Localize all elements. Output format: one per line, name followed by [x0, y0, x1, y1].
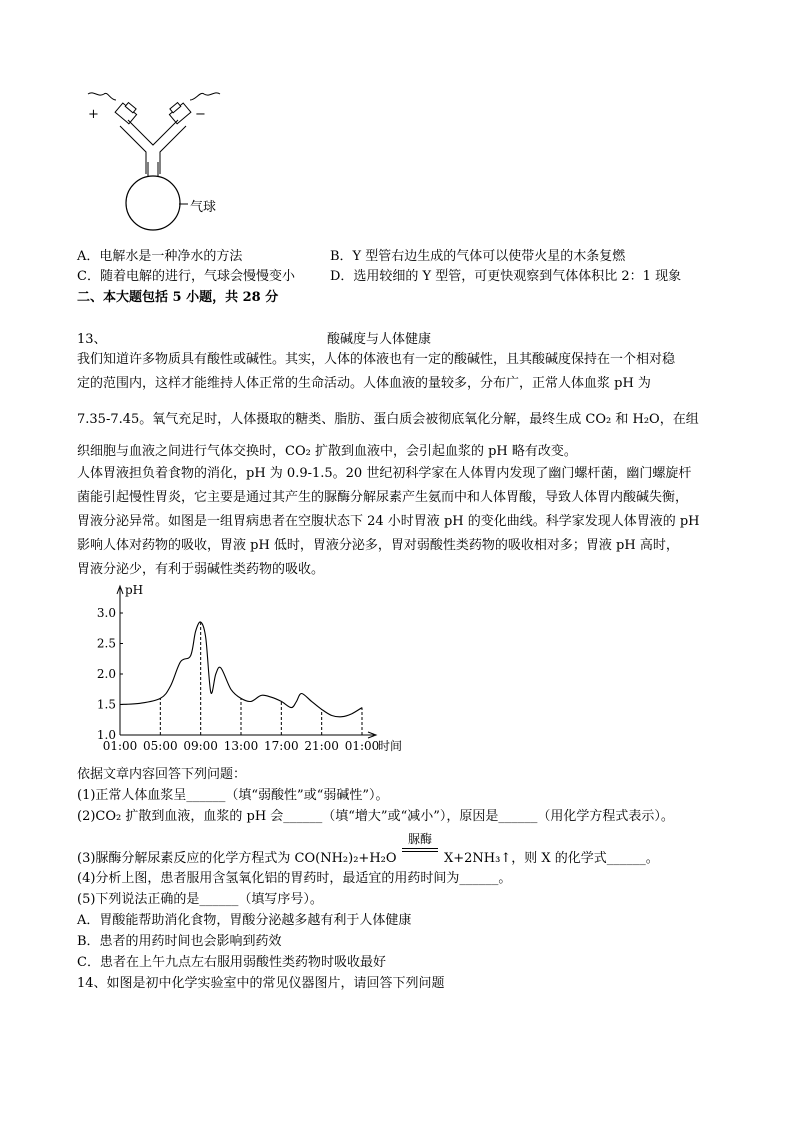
electrolysis-apparatus-diagram	[80, 88, 230, 238]
questions-intro: 依据文章内容回答下列问题：	[77, 767, 247, 782]
x-tick-label: 21:00	[304, 739, 339, 753]
y-axis-label: pH	[125, 583, 144, 597]
paragraph-line: 人体胃液担负着食物的消化，pH 为 0.9-1.5。20 世纪初科学家在人体胃内发现了幽门螺杆菌，幽门螺旋杆	[77, 466, 692, 481]
q13-number: 13、	[77, 332, 107, 347]
question-5: (5)下列说法正确的是______（填写序号）。	[77, 892, 323, 907]
paragraph-line: 织细胞与血液之间进行气体交换时，CO₂ 扩散到血液中，会引起血浆的 pH 略有改变。	[77, 444, 577, 459]
q13-title: 酸碱度与人体健康	[327, 332, 432, 347]
x-tick-label: 01:00	[102, 739, 138, 753]
q13-questions	[77, 764, 717, 827]
question-4: (4)分析上图，患者服用含氢氧化铝的胃药时，最适宜的用药时间为______。	[77, 871, 512, 886]
question-3-suffix: X+2NH₃↑，则 X 的化学式______。	[444, 851, 659, 866]
q13-option-a: A．胃酸能帮助消化食物，胃酸分泌越多越有利于人体健康	[77, 913, 412, 928]
y-tick-label: 1.5	[96, 697, 116, 712]
q12-option-c: C．随着电解的进行，气球会慢慢变小	[77, 269, 295, 284]
x-tick-label: 09:00	[183, 739, 218, 753]
y-tick-label: 2.0	[96, 667, 116, 681]
paragraph-line: 影响人体对药物的吸收，胃液 pH 低时，胃液分泌多，胃对弱酸性类药物的吸收相对多；胃液 pH 高时，	[77, 538, 679, 553]
paragraph-line: 胃液分泌少，有利于弱碱性类药物的吸收。	[77, 562, 325, 577]
q13-option-b: B．患者的用药时间也会影响到药效	[77, 934, 282, 949]
paragraph-line: 定的范围内，这样才能维持人体正常的生命活动。人体血液的量较多，分布广，正常人体血浆 pH 为	[77, 376, 651, 391]
question-3-prefix: (3)脲酶分解尿素反应的化学方程式为 CO(NH₂)₂+H₂O	[77, 851, 397, 866]
question-1: (1)正常人体血浆呈______（填“弱酸性”或“弱碱性”）。	[77, 788, 389, 803]
x-axis-label: 时间	[378, 739, 403, 753]
y-tick-label: 3.0	[96, 606, 116, 620]
x-tick-label: 05:00	[143, 739, 178, 753]
balloon-label: 气球	[190, 200, 217, 215]
gastric-ph-chart	[90, 580, 420, 760]
question-14: 14、如图是初中化学实验室中的常见仪器图片，请回答下列问题	[77, 976, 445, 991]
q13-more-questions	[77, 868, 717, 994]
plus-sign: +	[88, 107, 99, 122]
x-tick-label: 13:00	[223, 739, 259, 753]
paragraph-line: 菌能引起慢性胃炎，它主要是通过其产生的脲酶分解尿素产生氨而中和人体胃酸，导致人体胃内酸碱失衡，	[77, 490, 689, 505]
paragraph-line: 我们知道许多物质具有酸性或碱性。其实，人体的体液也有一定的酸碱性，且其酸碱度保持在一个相对稳	[77, 352, 676, 367]
minus-sign: −	[195, 107, 206, 122]
y-tick-label: 1.0	[96, 728, 116, 742]
q12-option-d: D．选用较细的 Y 型管，可更快观察到气体体积比 2：1 现象	[330, 269, 682, 284]
q13-paragraph-1	[77, 348, 717, 464]
catalyst-label: 脲酶	[407, 832, 432, 846]
x-tick-label: 01:00	[344, 739, 380, 753]
paragraph-line: 7.35-7.45。氧气充足时，人体摄取的糖类、脂肪、蛋白质会被彻底氧化分解，最终生成 CO₂ 和 H₂O，在组	[77, 412, 699, 427]
reaction-condition-urease	[402, 832, 438, 852]
paragraph-line: 胃液分泌异常。如图是一组胃病患者在空腹状态下 24 小时胃液 pH 的变化曲线。科学家发现人体胃液的 pH	[77, 514, 700, 529]
q12-option-a: A．电解水是一种净水的方法	[77, 249, 243, 264]
y-tick-label: 2.5	[96, 636, 116, 651]
question-2: (2)CO₂ 扩散到血液，血浆的 pH 会______（填“增大”或“减小”），原因是______（用化学方程式表示）。	[77, 809, 674, 824]
q13-paragraph-2	[77, 462, 717, 582]
x-tick-label: 17:00	[264, 739, 299, 753]
equals-bar	[402, 848, 438, 852]
section-heading: 二、本大题包括 5 小题，共 28 分	[77, 290, 279, 305]
q12-option-b: B．Y 型管右边生成的气体可以使带火星的木条复燃	[330, 249, 626, 264]
q13-option-c: C．患者在上午九点左右服用弱酸性类药物时吸收最好	[77, 955, 386, 970]
